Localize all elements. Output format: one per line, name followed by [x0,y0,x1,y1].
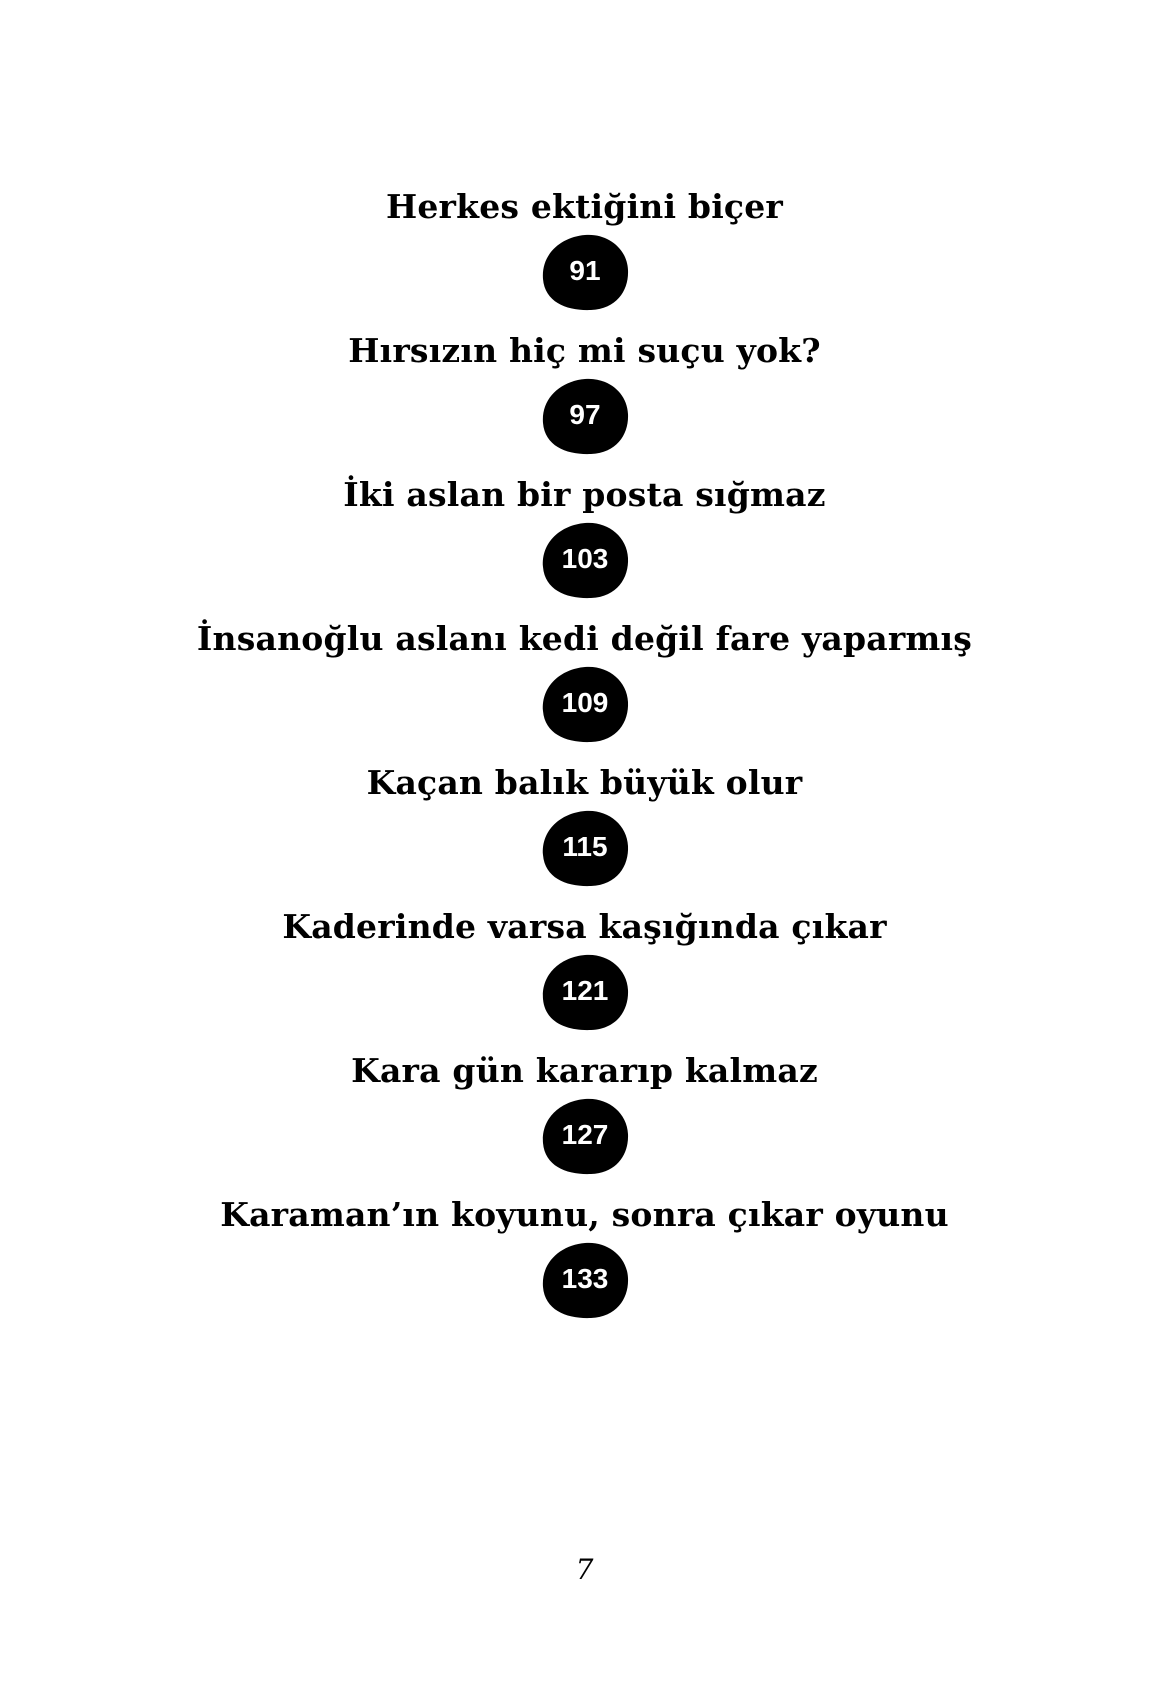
page-badge [541,952,629,1032]
page-number-label: 97 [569,399,601,430]
page-badge [541,808,629,888]
toc-entry[interactable] [0,904,1169,1048]
toc-entry[interactable] [0,1192,1169,1336]
page-badge [541,520,629,600]
toc-entry-title[interactable]: Hırsızın hiç mi suçu yok? [348,331,821,370]
toc-entry[interactable] [0,760,1169,904]
page-number-label: 91 [569,255,601,286]
toc-entry-title[interactable]: İki aslan bir posta sığmaz [343,475,826,514]
page-number-label: 121 [561,975,609,1006]
page-number-label: 103 [561,543,609,574]
page-badge [541,1240,629,1320]
page-badge [541,376,629,456]
page-badge [541,1096,629,1176]
table-of-contents [0,184,1169,1336]
toc-entry[interactable] [0,328,1169,472]
toc-entry-title[interactable]: Karaman’ın koyunu, sonra çıkar oyunu [220,1195,949,1234]
toc-entry[interactable] [0,1048,1169,1192]
page-badge [541,232,629,312]
toc-entry[interactable] [0,472,1169,616]
toc-entry-title[interactable]: Kaderinde varsa kaşığında çıkar [282,907,887,946]
page-number-label: 133 [561,1263,609,1294]
toc-entry[interactable] [0,616,1169,760]
toc-entry-title[interactable]: Kaçan balık büyük olur [366,763,803,802]
page-number: 7 [575,1553,594,1586]
page-number-label: 127 [561,1119,609,1150]
toc-entry-title[interactable]: Kara gün kararıp kalmaz [351,1051,818,1090]
toc-entry-title[interactable]: İnsanoğlu aslanı kedi değil fare yaparmış [196,619,973,658]
page-badge [541,664,629,744]
page-number-label: 109 [561,687,609,718]
toc-entry[interactable] [0,184,1169,328]
toc-entry-title[interactable]: Herkes ektiğini biçer [385,187,784,226]
page-number-label: 115 [562,831,608,862]
